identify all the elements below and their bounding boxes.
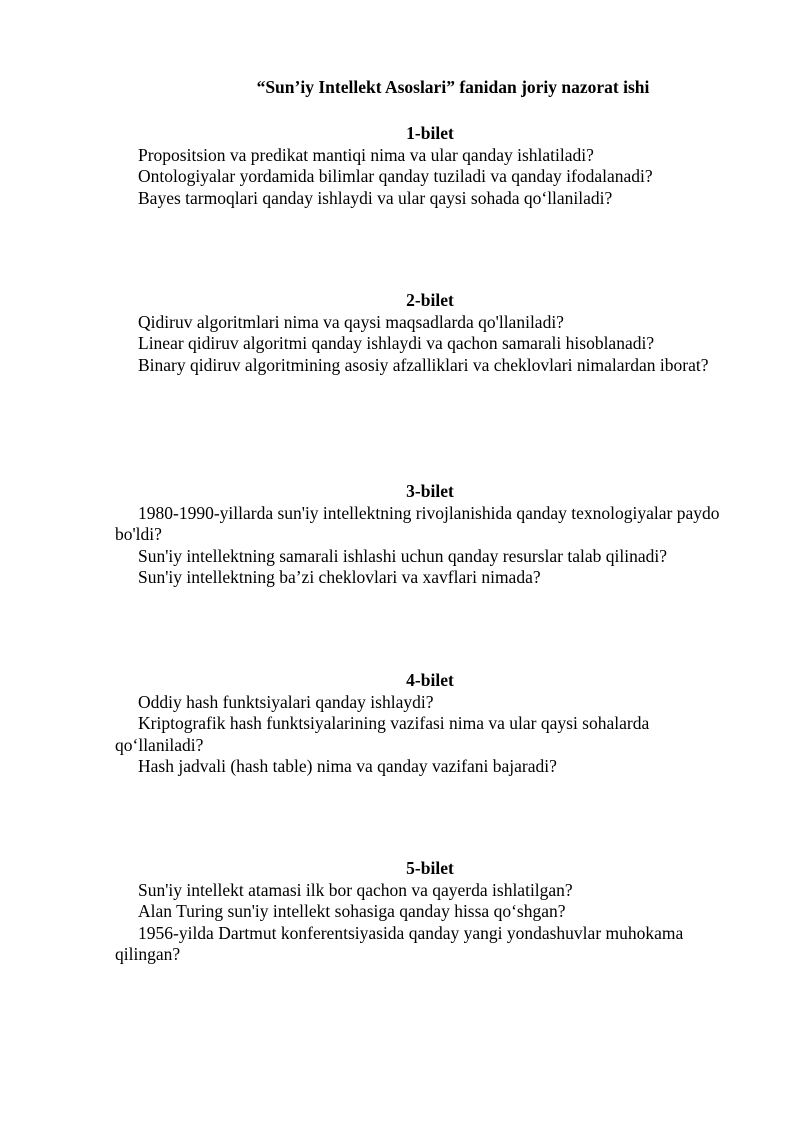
- question-item: Linear qidiruv algoritmi qanday ishlaydi va qachon samarali hisoblanadi?: [138, 333, 655, 353]
- ticket-1: [115, 123, 730, 209]
- question-item: Alan Turing sun'iy intellekt sohasiga qanday hissa qo‘shgan?: [138, 901, 566, 921]
- question-item: Ontologiyalar yordamida bilimlar qanday tuziladi va qanday ifodalanadi?: [138, 166, 653, 186]
- document-title: “Sun’iy Intellekt Asoslari” fanidan joriy nazorat ishi: [256, 77, 650, 97]
- question-item: Sun'iy intellekt atamasi ilk bor qachon va qayerda ishlatilgan?: [138, 879, 573, 900]
- ticket-4: [115, 670, 730, 778]
- question-item: Binary qidiruv algoritmining asosiy afzalliklari va cheklovlari nimalardan iborat?: [138, 354, 709, 375]
- question-item: Qidiruv algoritmlari nima va qaysi maqsadlarda qo'llaniladi?: [138, 311, 564, 332]
- question-item: Hash jadvali (hash table) nima va qanday vazifani bajaradi?: [138, 756, 557, 776]
- question-item: Oddiy hash funktsiyalari qanday ishlaydi?: [138, 691, 434, 712]
- question-item: Bayes tarmoqlari qanday ishlaydi va ular qaysi sohada qo‘llaniladi?: [138, 187, 613, 208]
- question-item: 1956-yilda Dartmut konferentsiyasida qanday yangi yondashuvlar muhokama qilingan?: [115, 922, 684, 964]
- ticket-2: [115, 290, 730, 376]
- ticket-5: [115, 858, 730, 966]
- ticket-heading: 2-bilet: [406, 290, 454, 310]
- ticket-heading: 5-bilet: [406, 858, 454, 878]
- question-item: Propositsion va predikat mantiqi nima va ular qanday ishlatiladi?: [138, 144, 594, 165]
- ticket-heading: 3-bilet: [406, 481, 454, 501]
- question-item: Kriptografik hash funktsiyalarining vazifasi nima va ular qaysi sohalarda qo‘llaniladi?: [115, 713, 650, 755]
- question-item: Sun'iy intellektning samarali ishlashi uchun qanday resurslar talab qilinadi?: [138, 545, 667, 566]
- ticket-heading: 4-bilet: [406, 670, 454, 690]
- question-item: 1980-1990-yillarda sun'iy intellektning rivojlanishida qanday texnologiyalar paydo bo'ldi?: [115, 502, 720, 544]
- ticket-heading: 1-bilet: [406, 123, 454, 143]
- ticket-3: [115, 481, 730, 589]
- question-item: Sun'iy intellektning ba’zi cheklovlari va xavflari nimada?: [138, 567, 541, 587]
